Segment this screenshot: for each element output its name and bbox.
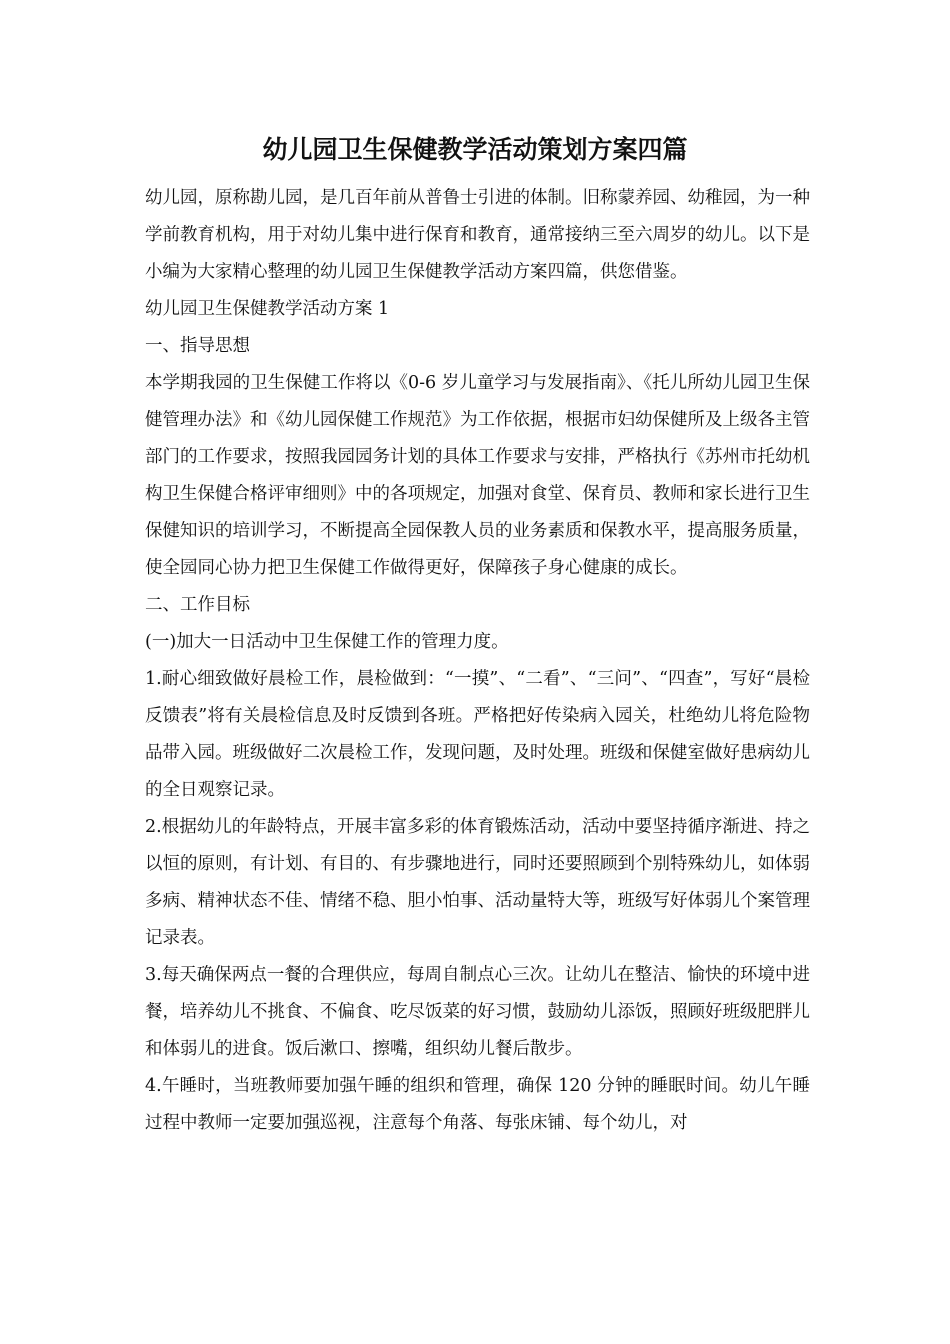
plan-heading: 幼儿园卫生保健教学活动方案 1: [145, 299, 390, 319]
item-paragraph-1: 1.耐心细致做好晨检工作，晨检做到：“一摸”、“二看”、“三问”、“四查”，写好“晨检反馈表”将有关晨检信息及时反馈到各班。严格把好传染病入园关，杜绝幼儿将危险物品带入园。班级做好二次晨检工作，发现问题，及时处理。班级和保健室做好患病幼儿的全日观察记录。: [145, 669, 810, 800]
item-paragraph-4: 4.午睡时，当班教师要加强午睡的组织和管理，确保 120 分钟的睡眠时间。幼儿午睡过程中教师一定要加强巡视，注意每个角落、每张床铺、每个幼儿，对: [145, 1076, 810, 1133]
section-heading-1: 一、指导思想: [145, 336, 250, 356]
intro-paragraph: 幼儿园，原称勘儿园，是几百年前从普鲁士引进的体制。旧称蒙养园、幼稚园，为一种学前教育机构，用于对幼儿集中进行保育和教育，通常接纳三至六周岁的幼儿。以下是小编为大家精心整理的幼儿园卫生保健教学活动方案四篇，供您借鉴。: [145, 188, 810, 282]
section-heading-2: 二、工作目标: [145, 595, 250, 615]
document-title: 幼儿园卫生保健教学活动策划方案四篇: [262, 135, 688, 164]
document-body: [145, 180, 810, 1142]
item-paragraph-2: 2.根据幼儿的年龄特点，开展丰富多彩的体育锻炼活动，活动中要坚持循序渐进、持之以恒的原则，有计划、有目的、有步骤地进行，同时还要照顾到个别特殊幼儿，如体弱多病、精神状态不佳、情绪不稳、胆小怕事、活动量特大等，班级写好体弱儿个案管理记录表。: [145, 817, 810, 948]
subsection-heading-1: (一)加大一日活动中卫生保健工作的管理力度。: [145, 632, 509, 652]
guiding-paragraph: 本学期我园的卫生保健工作将以《0-6 岁儿童学习与发展指南》、《托儿所幼儿园卫生保健管理办法》和《幼儿园保健工作规范》为工作依据，根据市妇幼保健所及上级各主管部门的工作要求，按照我园园务计划的具体工作要求与安排，严格执行《苏州市托幼机构卫生保健合格评审细则》中的各项规定，加强对食堂、保育员、教师和家长进行卫生保健知识的培训学习，不断提高全园保教人员的业务素质和保教水平，提高服务质量，使全园同心协力把卫生保健工作做得更好，保障孩子身心健康的成长。: [145, 373, 810, 578]
item-paragraph-3: 3.每天确保两点一餐的合理供应，每周自制点心三次。让幼儿在整洁、愉快的环境中进餐，培养幼儿不挑食、不偏食、吃尽饭菜的好习惯，鼓励幼儿添饭，照顾好班级肥胖儿和体弱儿的进食。饭后漱口、擦嘴，组织幼儿餐后散步。: [145, 965, 810, 1059]
